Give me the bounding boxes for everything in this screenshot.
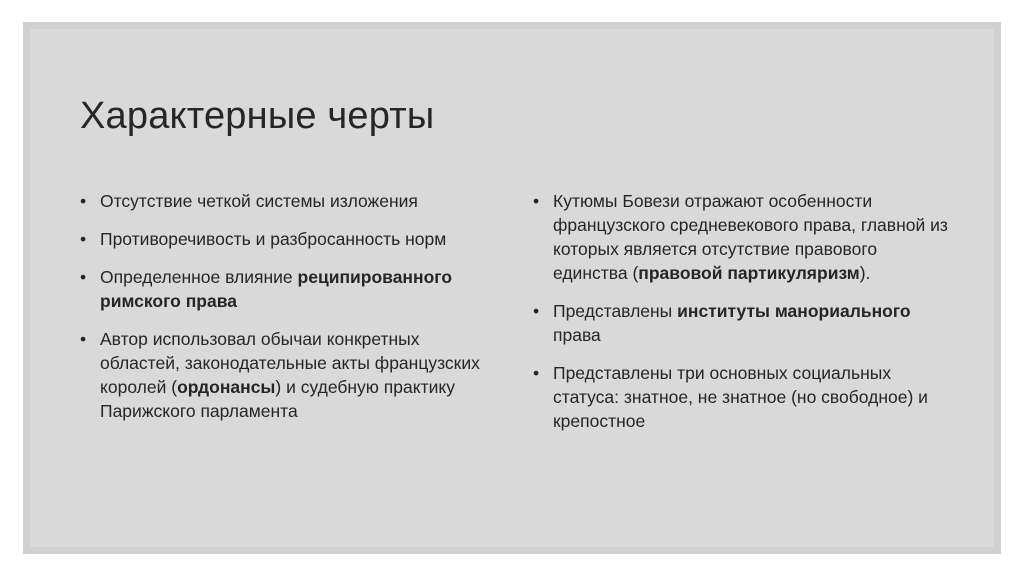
bold-text: ордонансы [177, 377, 276, 397]
right-bullet-list [533, 189, 953, 447]
right-bullet-item [533, 361, 953, 433]
bullet-marker: • [533, 301, 540, 321]
left-bullet-item [80, 189, 490, 213]
bullet-marker: • [533, 191, 540, 211]
bold-text: правовой партикуляризм [638, 263, 860, 283]
left-bullet-item [80, 327, 490, 423]
left-bullet-list [80, 189, 490, 437]
bullet-text: права [553, 325, 601, 345]
bold-text: институты манориального [677, 301, 911, 321]
bullet-marker: • [533, 363, 540, 383]
left-bullet-item [80, 265, 490, 313]
bullet-marker: • [80, 191, 87, 211]
left-bullet-item [80, 227, 490, 251]
bullet-text: ). [859, 263, 871, 283]
bullet-text: Представлены три основных социальных статуса: знатное, не знатное (но свободное) и крепостное [553, 363, 928, 431]
slide-title: Характерные черты [80, 95, 435, 137]
bullet-text: Представлены [553, 301, 678, 321]
slide-frame [23, 22, 1001, 554]
bullet-text: Противоречивость и разбросанность норм [100, 229, 447, 249]
bullet-text: ) и судебную практику Парижского парламента [100, 377, 455, 421]
bullet-text: Определенное влияние [100, 267, 298, 287]
bullet-text: Кутюмы Бовези отражают особенности французского средневекового права, главной из которых является отсутствие правового единства ( [553, 191, 948, 283]
bullet-marker: • [80, 229, 87, 249]
bullet-text: Отсутствие четкой системы изложения [100, 191, 418, 211]
bold-text: реципированного римского права [100, 267, 453, 311]
bullet-marker: • [80, 329, 87, 349]
slide [30, 29, 994, 547]
right-bullet-item [533, 189, 953, 285]
bullet-marker: • [80, 267, 87, 287]
right-bullet-item [533, 299, 953, 347]
bullet-text: Автор использовал обычаи конкретных областей, законодательные акты французских королей ( [100, 329, 480, 397]
